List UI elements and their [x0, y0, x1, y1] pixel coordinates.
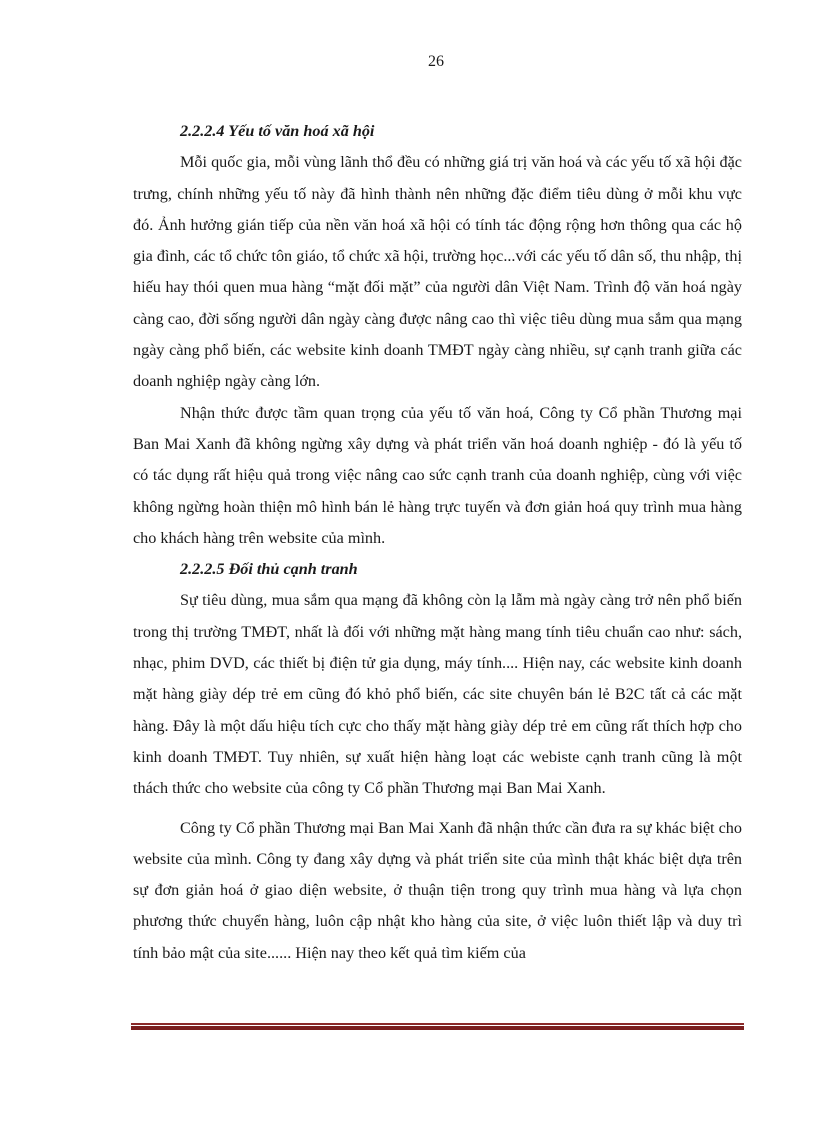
footer-rule: [131, 1023, 744, 1030]
page-number: 26: [428, 53, 444, 70]
footer-rule-thin-line: [131, 1023, 744, 1025]
paragraph: Nhận thức được tầm quan trọng của yếu tố văn hoá, Công ty Cổ phần Thương mại Ban Mai Xanh đã không ngừng xây dựng và phát triển văn hoá doanh nghiệp - đó là yếu tố có tác dụng rất hiệu quả trong việc nâng cao sức cạnh tranh của doanh nghiệp, cùng với việc không ngừng hoàn thiện mô hình bán lẻ hàng trực tuyến và đơn giản hoá quy trình mua hàng cho khách hàng trên website của mình.: [133, 403, 742, 547]
paragraph: Sự tiêu dùng, mua sắm qua mạng đã không còn lạ lẫm mà ngày càng trở nên phổ biến trong thị trường TMĐT, nhất là đối với những mặt hàng mang tính tiêu chuẩn cao như: sách, nhạc, phim DVD, các thiết bị điện tử gia dụng, máy tính.... Hiện nay, các website kinh doanh mặt hàng giày dép trẻ em cũng đó khỏ phổ biến, các site chuyên bán lẻ B2C tất cả các mặt hàng. Đây là một dấu hiệu tích cực cho thấy mặt hàng giày dép trẻ em cũng rất thích hợp cho kinh doanh TMĐT. Tuy nhiên, sự xuất hiện hàng loạt các webiste cạnh tranh cũng là một thách thức cho website của công ty Cổ phần Thương mại Ban Mai Xanh.: [133, 591, 742, 798]
footer-rule-thick-line: [131, 1026, 744, 1030]
section-heading: 2.2.2.5 Đối thủ cạnh tranh: [180, 560, 358, 579]
paragraph: Mỗi quốc gia, mỗi vùng lãnh thổ đều có những giá trị văn hoá và các yếu tố xã hội đặc trưng, chính những yếu tố này đã hình thành nên những đặc điểm tiêu dùng ở mỗi khu vực đó. Ảnh hưởng gián tiếp của nền văn hoá xã hội có tính tác động rộng hơn thông qua các hộ gia đình, các tổ chức tôn giáo, tổ chức xã hội, trường học...với các yếu tố dân số, thu nhập, thị hiếu hay thói quen mua hàng “mặt đối mặt” của người dân Việt Nam. Trình độ văn hoá ngày càng cao, đời sống người dân ngày càng được nâng cao thì việc tiêu dùng mua sắm qua mạng ngày càng phổ biến, các website kinh doanh TMĐT ngày càng nhiều, sự cạnh tranh giữa các doanh nghiệp ngày càng lớn.: [133, 153, 742, 391]
paragraph: Công ty Cổ phần Thương mại Ban Mai Xanh đã nhận thức cần đưa ra sự khác biệt cho website của mình. Công ty đang xây dựng và phát triển site của mình thật khác biệt dựa trên sự đơn giản hoá ở giao diện website, ở thuận tiện trong quy trình mua hàng và lựa chọn phương thức chuyển hàng, luôn cập nhật kho hàng của site, ở việc luôn thiết lập và duy trì tính bảo mật của site...... Hiện nay theo kết quả tìm kiếm của: [133, 818, 742, 962]
document-body: [133, 116, 742, 969]
section-heading: 2.2.2.4 Yếu tố văn hoá xã hội: [180, 122, 375, 140]
